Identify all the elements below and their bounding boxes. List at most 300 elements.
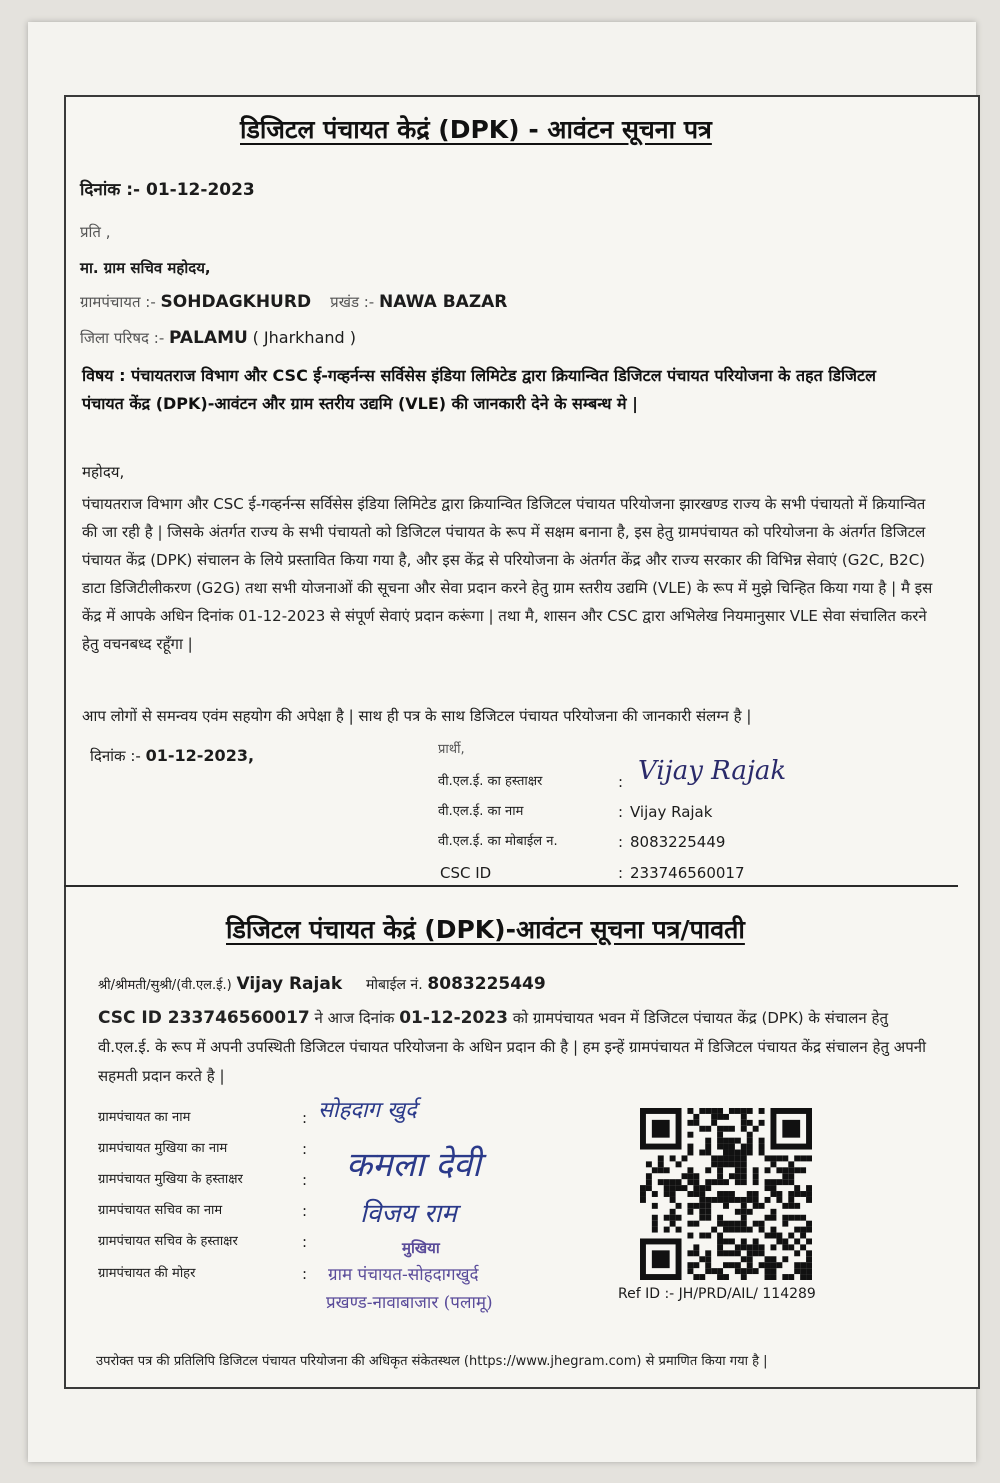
qr-module [687, 1173, 693, 1179]
qr-module [770, 1185, 776, 1191]
gram-panchayat-value: SOHDAGKHURD [160, 292, 312, 312]
qr-module [753, 1244, 759, 1250]
qr-module [806, 1155, 812, 1161]
qr-module [782, 1274, 788, 1280]
qr-module [747, 1120, 753, 1126]
qr-module [741, 1161, 747, 1167]
qr-module [717, 1155, 723, 1161]
qr-module [806, 1227, 812, 1233]
qr-module [687, 1262, 693, 1268]
qr-module [776, 1155, 782, 1161]
qr-module [711, 1108, 717, 1114]
receipt-person-line [98, 974, 546, 996]
qr-module [705, 1167, 711, 1173]
qr-module [670, 1155, 676, 1161]
qr-module [693, 1179, 699, 1185]
qr-module [735, 1161, 741, 1167]
receipt-date: 01-12-2023 [399, 1008, 508, 1028]
vle-name-label: वी.एल.ई. का नाम [438, 804, 524, 819]
qr-module [765, 1155, 771, 1161]
qr-module [765, 1167, 771, 1173]
qr-module [776, 1233, 782, 1239]
qr-module [717, 1173, 723, 1179]
qr-module [717, 1108, 723, 1114]
qr-module [759, 1150, 765, 1156]
qr-module [770, 1191, 776, 1197]
qr-module [800, 1268, 806, 1274]
qr-module [670, 1221, 676, 1227]
qr-module [770, 1256, 776, 1262]
csc-id-label: CSC ID [440, 864, 492, 882]
qr-module [717, 1233, 723, 1239]
qr-module [741, 1221, 747, 1227]
qr-module [652, 1215, 658, 1221]
qr-module [741, 1179, 747, 1185]
qr-module [693, 1203, 699, 1209]
qr-module [705, 1262, 711, 1268]
vle-mobile-value: 8083225449 [630, 833, 726, 851]
qr-module [729, 1161, 735, 1167]
qr-module [723, 1191, 729, 1197]
qr-module [723, 1238, 729, 1244]
qr-module [705, 1179, 711, 1185]
receipt-title: डिजिटल पंचायत केद्रं (DPK)-आवंटन सूचना पत्र/पावती [226, 915, 745, 944]
qr-module [794, 1227, 800, 1233]
qr-module [699, 1150, 705, 1156]
qr-module [735, 1197, 741, 1203]
qr-module [741, 1268, 747, 1274]
csc-id-value: 233746560017 [630, 864, 745, 882]
qr-module [729, 1262, 735, 1268]
qr-module [800, 1191, 806, 1197]
receipt-field-colon: : [302, 1109, 308, 1127]
qr-module [682, 1185, 688, 1191]
qr-module [723, 1150, 729, 1156]
qr-code [640, 1108, 812, 1280]
receipt-text-b: को ग्रामपंचायत भवन में डिजिटल पंचायत केंद्र (DPK) के संचालन हेतु वी.एल.ई. के रूप में अपनी उपस्थिती डिजिटल पंचायत परियोजना के अधिन प्रदान की है | हम इन्हें ग्रामपंचायत में डिजिटल पंचायत केंद्र संचालन हेतु अपनी सहमती प्रदान करते है | [98, 1009, 926, 1085]
qr-module [640, 1197, 646, 1203]
qr-module [782, 1244, 788, 1250]
qr-module [788, 1244, 794, 1250]
date-line-2 [90, 746, 254, 766]
qr-module [646, 1161, 652, 1167]
handwritten-gram-name: सोहदाग खुर्द [318, 1098, 417, 1123]
qr-module [741, 1215, 747, 1221]
qr-module [717, 1132, 723, 1138]
qr-module [770, 1215, 776, 1221]
qr-finder-core [652, 1250, 670, 1268]
qr-module [741, 1108, 747, 1114]
qr-module [741, 1126, 747, 1132]
qr-module [735, 1155, 741, 1161]
qr-module [729, 1144, 735, 1150]
qr-module [753, 1268, 759, 1274]
qr-module [770, 1161, 776, 1167]
qr-module [717, 1126, 723, 1132]
qr-module [782, 1238, 788, 1244]
qr-module [676, 1185, 682, 1191]
qr-module [765, 1215, 771, 1221]
qr-module [729, 1138, 735, 1144]
qr-module [687, 1221, 693, 1227]
qr-module [699, 1274, 705, 1280]
qr-module [658, 1179, 664, 1185]
qr-module [776, 1167, 782, 1173]
qr-module [806, 1268, 812, 1274]
receipt-csc-id: CSC ID 233746560017 [98, 1008, 310, 1028]
addressee: मा. ग्राम सचिव महोदय, [80, 259, 211, 277]
qr-module [729, 1227, 735, 1233]
qr-module [747, 1197, 753, 1203]
qr-module [664, 1191, 670, 1197]
qr-module [794, 1203, 800, 1209]
qr-module [759, 1221, 765, 1227]
qr-module [723, 1203, 729, 1209]
qr-module [676, 1179, 682, 1185]
qr-module [747, 1268, 753, 1274]
qr-module [705, 1108, 711, 1114]
receipt-field-colon: : [302, 1265, 308, 1283]
qr-module [652, 1227, 658, 1233]
qr-module [782, 1221, 788, 1227]
qr-module [729, 1126, 735, 1132]
qr-module [753, 1250, 759, 1256]
qr-module [806, 1185, 812, 1191]
qr-module [776, 1238, 782, 1244]
qr-module [717, 1244, 723, 1250]
qr-module [729, 1155, 735, 1161]
qr-module [753, 1238, 759, 1244]
gram-panchayat-label: ग्रामपंचायत :- [80, 293, 156, 311]
qr-module [770, 1268, 776, 1274]
qr-module [759, 1262, 765, 1268]
sachiv-signature: विजय राम [360, 1199, 457, 1229]
qr-module [723, 1155, 729, 1161]
closing-line: आप लोगों से समन्वय एवंम सहयोग की अपेक्षा है | साथ ही पत्र के साथ डिजिटल पंचायत परियोजना की जानकारी संलग्न है | [82, 707, 752, 725]
qr-module [806, 1256, 812, 1262]
qr-module [759, 1138, 765, 1144]
qr-module [794, 1262, 800, 1268]
qr-module [699, 1108, 705, 1114]
qr-module [776, 1262, 782, 1268]
qr-module [753, 1173, 759, 1179]
qr-module [741, 1197, 747, 1203]
qr-module [770, 1155, 776, 1161]
qr-module [717, 1179, 723, 1185]
qr-module [723, 1144, 729, 1150]
qr-module [723, 1161, 729, 1167]
qr-module [723, 1138, 729, 1144]
qr-module [723, 1250, 729, 1256]
qr-module [747, 1144, 753, 1150]
receipt-field-label: ग्रामपंचायत का नाम [98, 1110, 191, 1125]
qr-module [682, 1155, 688, 1161]
qr-module [765, 1262, 771, 1268]
qr-module [711, 1197, 717, 1203]
stamp-line-1: ग्राम पंचायत-सोहदागखुर्द [328, 1265, 479, 1285]
qr-module [794, 1268, 800, 1274]
qr-module [741, 1114, 747, 1120]
qr-module [788, 1233, 794, 1239]
qr-module [800, 1262, 806, 1268]
qr-module [765, 1256, 771, 1262]
qr-module [687, 1203, 693, 1209]
qr-module [735, 1150, 741, 1156]
qr-module [753, 1197, 759, 1203]
qr-module [723, 1126, 729, 1132]
qr-module [723, 1227, 729, 1233]
qr-module [782, 1155, 788, 1161]
vle-name-value: Vijay Rajak [630, 803, 713, 821]
qr-module [664, 1215, 670, 1221]
qr-module [693, 1173, 699, 1179]
qr-module [759, 1108, 765, 1114]
qr-module [717, 1250, 723, 1256]
qr-module [705, 1150, 711, 1156]
qr-module [664, 1185, 670, 1191]
qr-module [741, 1203, 747, 1209]
qr-module [729, 1197, 735, 1203]
qr-module [759, 1227, 765, 1233]
receipt-field-label: ग्रामपंचायत मुखिया का नाम [98, 1141, 228, 1156]
qr-module [687, 1233, 693, 1239]
vle-sign-label: वी.एल.ई. का हस्ताक्षर [438, 774, 543, 789]
qr-module [741, 1144, 747, 1150]
qr-finder-core [652, 1120, 670, 1138]
qr-module [705, 1197, 711, 1203]
state-value: ( Jharkhand ) [252, 328, 356, 347]
qr-module [753, 1167, 759, 1173]
qr-module [687, 1150, 693, 1156]
qr-module [687, 1132, 693, 1138]
qr-module [735, 1221, 741, 1227]
qr-module [693, 1262, 699, 1268]
receipt-field-label: ग्रामपंचायत सचिव के हस्ताक्षर [98, 1234, 238, 1249]
qr-module [699, 1215, 705, 1221]
qr-module [782, 1215, 788, 1221]
qr-module [687, 1120, 693, 1126]
qr-module [735, 1250, 741, 1256]
qr-module [806, 1197, 812, 1203]
qr-module [753, 1221, 759, 1227]
receipt-field-colon: : [302, 1202, 308, 1220]
qr-module [765, 1268, 771, 1274]
qr-module [747, 1262, 753, 1268]
qr-module [687, 1209, 693, 1215]
qr-module [670, 1197, 676, 1203]
qr-module [676, 1227, 682, 1233]
qr-module [670, 1215, 676, 1221]
zila-line [80, 328, 356, 348]
qr-module [723, 1114, 729, 1120]
qr-module [729, 1221, 735, 1227]
qr-module [705, 1126, 711, 1132]
qr-module [741, 1274, 747, 1280]
qr-module [800, 1227, 806, 1233]
body-paragraph: पंचायतराज विभाग और CSC ई-गव्हर्नन्स सर्विसेस इंडिया लिमिटेड द्वारा क्रियान्वित डिजिटल पंचायत परियोजना झारखण्ड राज्य के सभी पंचायतो में क्रियान्वित की जा रही है | जिसके अंतर्गत राज्य के सभी पंचायतो को डिजिटल पंचायत के रूप में सक्षम बनाना है, इस हेतु ग्रामपंचायत को परियोजना के अंतर्गत डिजिटल पंचायत केंद्र (DPK) संचालन के लिये प्रस्तावित किया गया है, और इस केंद्र से परियोजना के अंतर्गत केंद्र और राज्य सरकार की विभिन्न सेवाएं (G2C, B2C) डाटा डिजिटीलीकरण (G2G) तथा सभी योजनाओं की सूचना और सेवा प्रदान करने हेतु ग्राम स्तरीय उद्यमि (VLE) के रूप में मुझे चिन्हित किया गया है | मै इस केंद्र में आपके अधिन दिनांक 01-12-2023 से संपूर्ण सेवाएं प्रदान करूंगा | तथा मै, शासन और CSC द्वारा अभिलेख नियमानुसार VLE सेवा संचालित करने हेतु वचनबध्द रहूँगा | [82, 495, 933, 653]
qr-module [747, 1150, 753, 1156]
qr-module [782, 1203, 788, 1209]
qr-module [687, 1179, 693, 1185]
qr-module [759, 1250, 765, 1256]
person-label: श्री/श्रीमती/सुश्री/(वी.एल.ई.) [98, 978, 232, 993]
qr-module [735, 1108, 741, 1114]
qr-module [747, 1227, 753, 1233]
qr-module [800, 1215, 806, 1221]
qr-module [741, 1238, 747, 1244]
person-name: Vijay Rajak [236, 974, 343, 994]
receipt-field-colon: : [302, 1233, 308, 1251]
qr-module [770, 1274, 776, 1280]
qr-module [705, 1144, 711, 1150]
zila-value: PALAMU [169, 328, 248, 348]
qr-module [676, 1203, 682, 1209]
qr-module [682, 1173, 688, 1179]
qr-module [770, 1179, 776, 1185]
stamp-mukhiya: मुखिया [402, 1239, 440, 1257]
qr-module [735, 1179, 741, 1185]
qr-module [693, 1250, 699, 1256]
qr-module [699, 1191, 705, 1197]
qr-module [652, 1167, 658, 1173]
qr-module [652, 1203, 658, 1209]
qr-module [658, 1155, 664, 1161]
qr-module [705, 1233, 711, 1239]
qr-module [729, 1238, 735, 1244]
qr-module [788, 1215, 794, 1221]
qr-module [693, 1244, 699, 1250]
mukhiya-signature: कमला देवी [346, 1145, 481, 1185]
qr-module [699, 1233, 705, 1239]
qr-module [759, 1244, 765, 1250]
qr-module [794, 1191, 800, 1197]
qr-module [794, 1155, 800, 1161]
vle-signature: Vijay Rajak [638, 756, 787, 786]
letter-date: दिनांक :- 01-12-2023 [80, 180, 255, 200]
qr-module [687, 1167, 693, 1173]
qr-module [776, 1191, 782, 1197]
qr-module [664, 1179, 670, 1185]
qr-module [753, 1126, 759, 1132]
qr-module [723, 1221, 729, 1227]
qr-module [670, 1209, 676, 1215]
receipt-mobile-label: मोबाईल नं. [365, 977, 423, 993]
qr-module [735, 1167, 741, 1173]
qr-module [788, 1203, 794, 1209]
qr-module [723, 1197, 729, 1203]
qr-module [717, 1191, 723, 1197]
date-label-2: दिनांक :- [90, 747, 141, 765]
qr-module [753, 1191, 759, 1197]
qr-module [699, 1185, 705, 1191]
qr-module [717, 1238, 723, 1244]
qr-module [800, 1155, 806, 1161]
qr-module [747, 1209, 753, 1215]
receipt-field-label: ग्रामपंचायत सचिव का नाम [98, 1203, 223, 1218]
qr-module [741, 1173, 747, 1179]
qr-module [652, 1191, 658, 1197]
qr-module [765, 1185, 771, 1191]
qr-module [658, 1161, 664, 1167]
date-value-2: 01-12-2023, [145, 746, 255, 765]
gram-panchayat-line [80, 292, 507, 312]
qr-module [759, 1144, 765, 1150]
qr-module [664, 1167, 670, 1173]
qr-module [693, 1185, 699, 1191]
qr-module [699, 1126, 705, 1132]
qr-module [788, 1167, 794, 1173]
qr-module [747, 1250, 753, 1256]
qr-module [670, 1185, 676, 1191]
qr-module [711, 1227, 717, 1233]
qr-module [717, 1268, 723, 1274]
receipt-mobile-value: 8083225449 [427, 974, 546, 994]
section-divider [64, 885, 958, 887]
qr-module [741, 1150, 747, 1156]
receipt-field-colon: : [302, 1171, 308, 1189]
qr-finder-core [782, 1120, 800, 1138]
qr-module [794, 1215, 800, 1221]
qr-module [741, 1209, 747, 1215]
qr-module [664, 1227, 670, 1233]
qr-module [770, 1233, 776, 1239]
qr-module [765, 1197, 771, 1203]
qr-module [747, 1138, 753, 1144]
mahoday: महोदय, [82, 463, 125, 481]
qr-module [782, 1173, 788, 1179]
qr-module [741, 1244, 747, 1250]
qr-module [705, 1185, 711, 1191]
stamp-line-2: प्रखण्ड-नावाबाजार (पलामू) [326, 1293, 493, 1313]
qr-module [717, 1138, 723, 1144]
qr-module [770, 1209, 776, 1215]
qr-module [711, 1114, 717, 1120]
qr-module [723, 1179, 729, 1185]
qr-module [794, 1167, 800, 1173]
qr-module [646, 1179, 652, 1185]
qr-module [687, 1250, 693, 1256]
qr-module [747, 1244, 753, 1250]
qr-module [800, 1274, 806, 1280]
qr-module [788, 1191, 794, 1197]
qr-module [770, 1244, 776, 1250]
qr-module [729, 1191, 735, 1197]
qr-module [699, 1209, 705, 1215]
qr-module [693, 1114, 699, 1120]
qr-module [806, 1262, 812, 1268]
qr-module [782, 1167, 788, 1173]
qr-module [788, 1179, 794, 1185]
qr-module [693, 1191, 699, 1197]
qr-module [753, 1179, 759, 1185]
qr-module [705, 1256, 711, 1262]
vle-name-colon: : [618, 803, 624, 821]
qr-module [705, 1203, 711, 1209]
qr-module [717, 1197, 723, 1203]
qr-module [687, 1268, 693, 1274]
qr-module [640, 1191, 646, 1197]
qr-module [788, 1274, 794, 1280]
qr-module [782, 1256, 788, 1262]
qr-module [670, 1191, 676, 1197]
prakhand-value: NAWA BAZAR [379, 292, 508, 312]
qr-module [699, 1197, 705, 1203]
qr-module [800, 1244, 806, 1250]
qr-module [711, 1161, 717, 1167]
qr-module [717, 1161, 723, 1167]
qr-module [658, 1167, 664, 1173]
qr-module [759, 1203, 765, 1209]
